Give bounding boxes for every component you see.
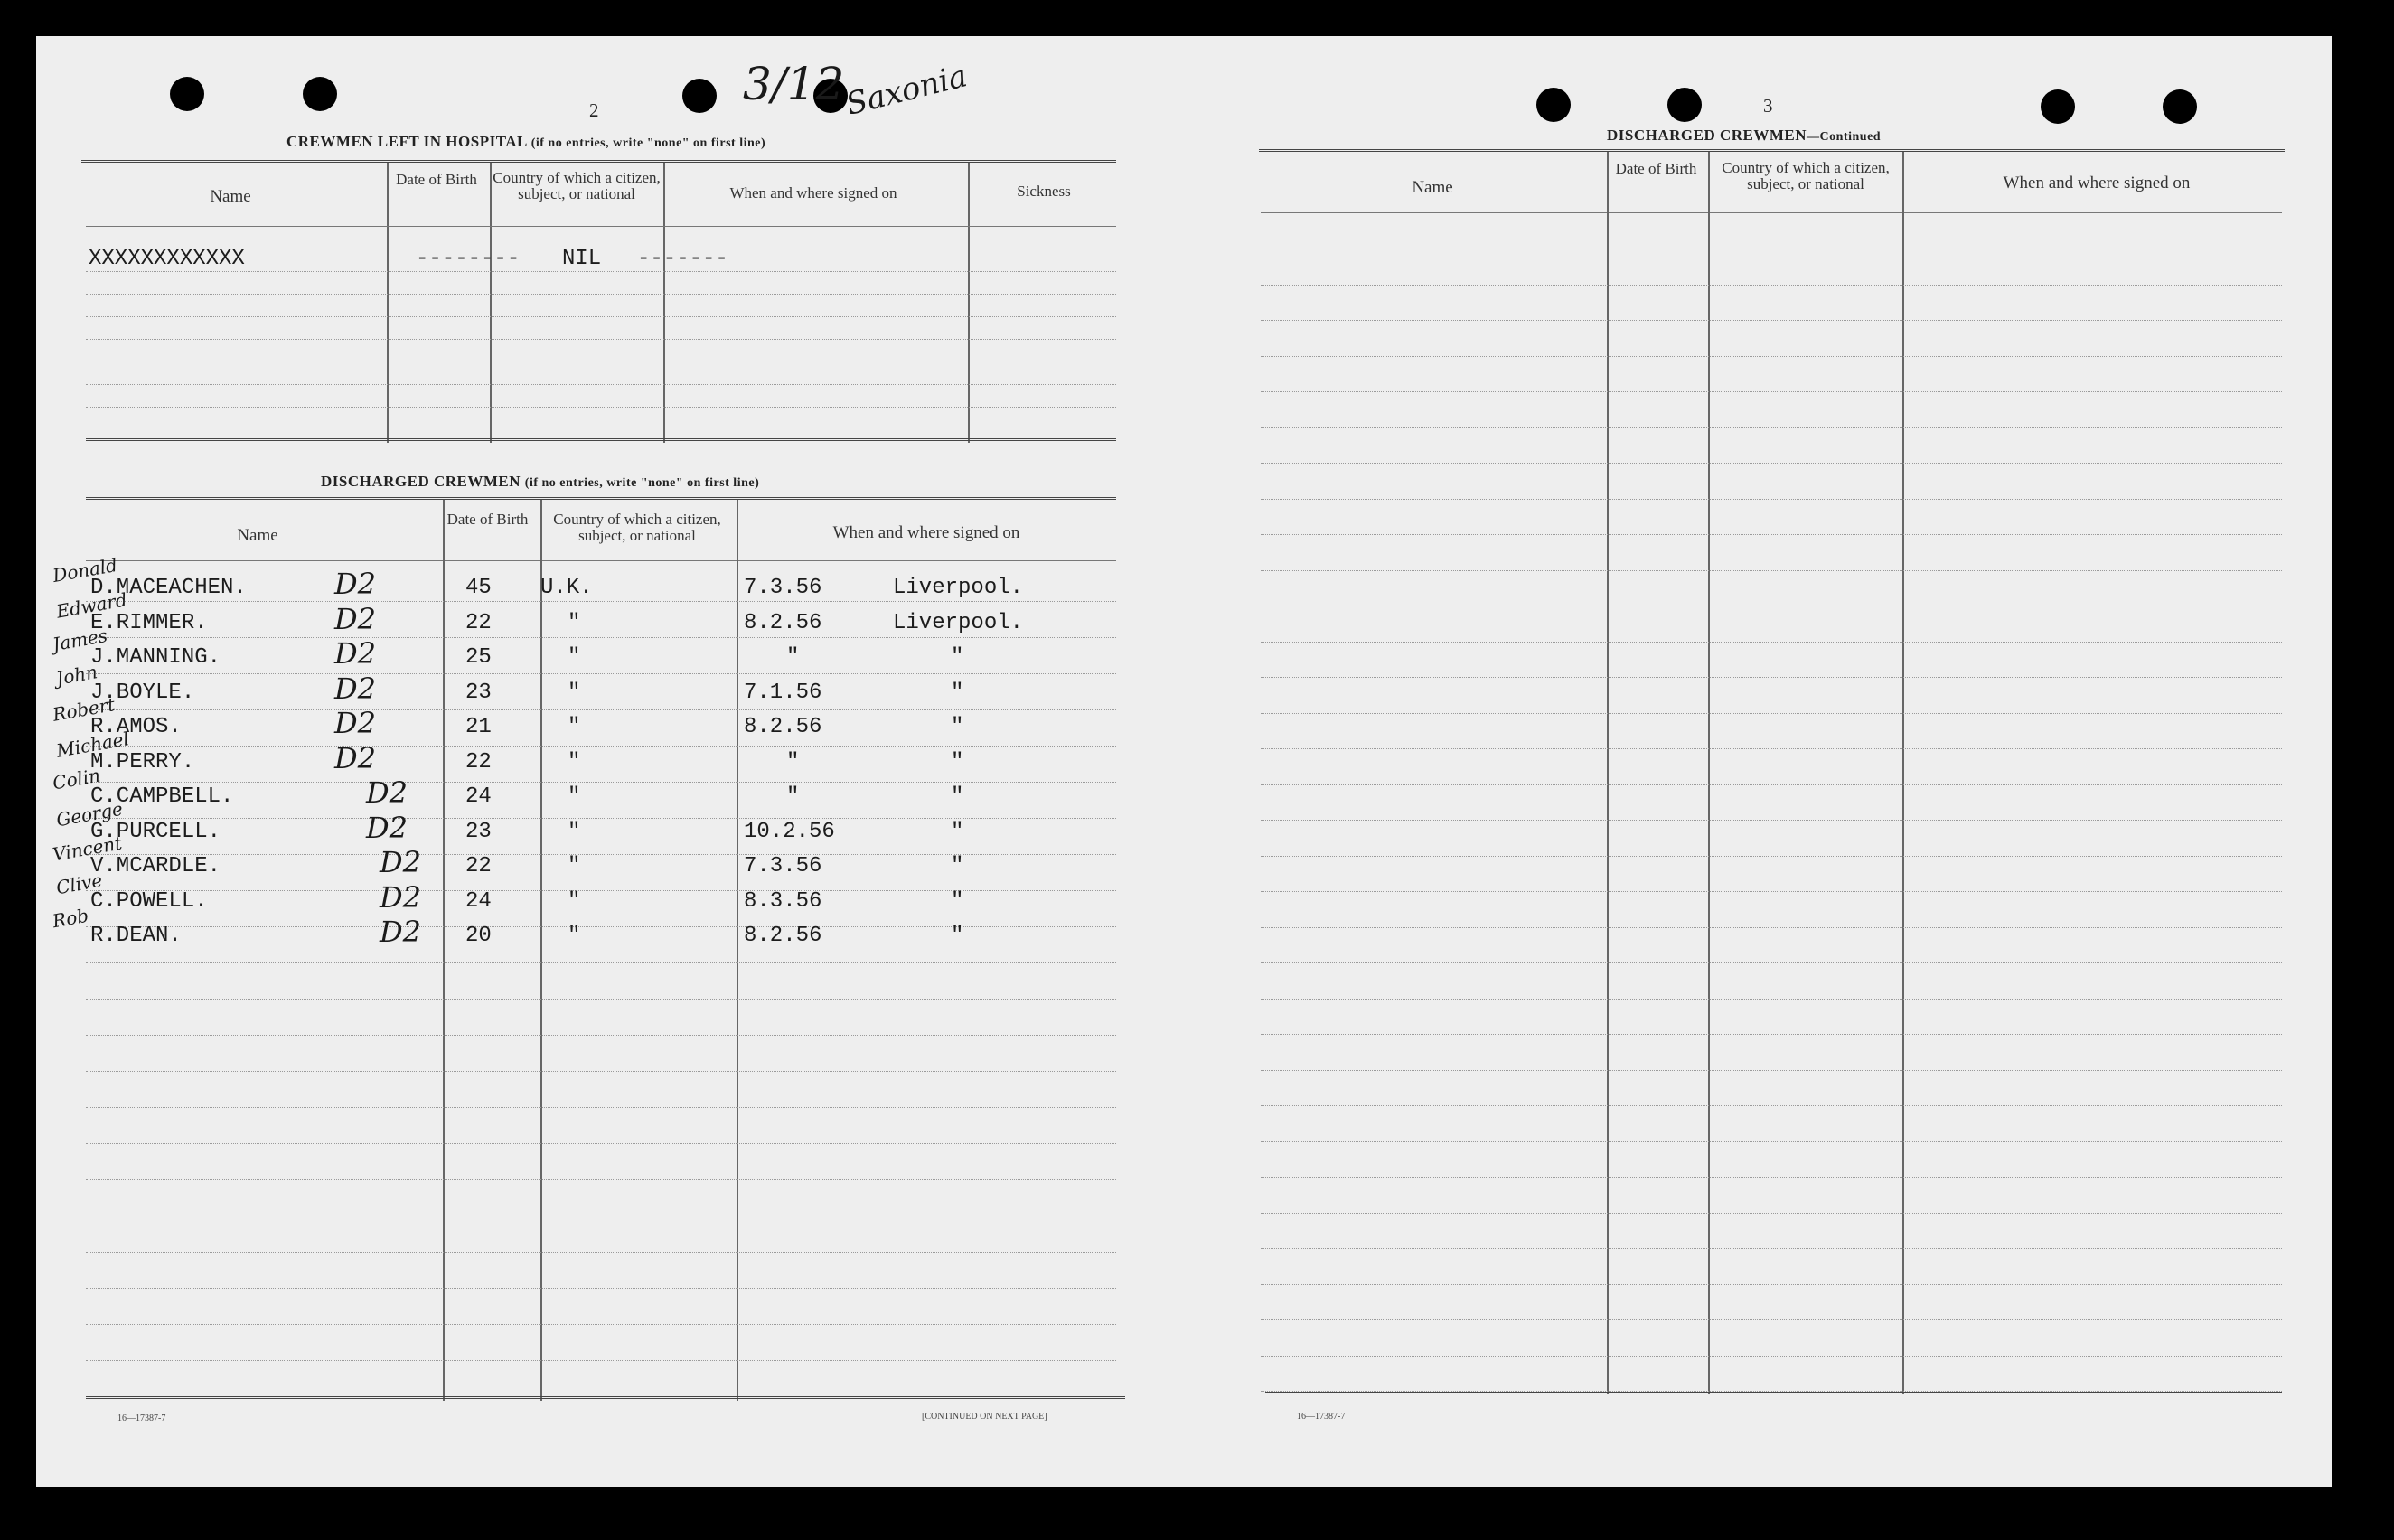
hospital-entry-dob: -------- [416,247,521,271]
rule [81,160,1116,163]
signed-date: 8.2.56 [744,610,822,635]
crew-country: U.K. [540,576,593,600]
crew-country: " [568,645,581,670]
crew-age: 24 [465,784,492,809]
rule [86,294,1116,295]
crew-name: V.MCARDLE. [90,854,221,878]
handwritten-first-name: Robert [51,693,117,726]
ruled-line [1261,391,2282,392]
handwritten-first-name: Clive [54,869,104,898]
discharge-mark: D2 [334,740,377,775]
signed-date: " [786,749,800,775]
column-rule [1708,152,1710,1394]
ruled-line [1261,1070,2282,1071]
rule [86,339,1116,340]
crew-age: 23 [465,680,492,705]
crew-age: 22 [465,749,492,775]
ruled-line [1261,1319,2282,1320]
rule [86,1396,1125,1399]
signed-place: " [951,715,964,739]
signed-place: " [951,645,964,670]
crew-name: R.AMOS. [90,715,182,739]
discharged-section-title: DISCHARGED CREWMEN (if no entries, write "none" on first line) [321,473,760,490]
handwritten-first-name: George [54,797,125,831]
signed-place: " [951,680,964,705]
crew-age: 20 [465,924,492,948]
document-sheet [36,36,2332,1487]
ruled-line [1261,642,2282,643]
hospital-section-title: CREWMEN LEFT IN HOSPITAL (if no entries, write "none" on first line) [286,133,766,150]
signed-date: 8.2.56 [744,715,822,739]
punch-hole [1667,88,1702,122]
signed-place: " [951,784,964,809]
crew-age: 22 [465,610,492,635]
ruled-line [1261,748,2282,749]
column-rule [540,500,542,1401]
crew-name: J.BOYLE. [90,680,195,705]
signed-date: 7.1.56 [744,680,822,705]
ruled-line [1261,1177,2282,1178]
ruled-line [1261,285,2282,286]
col-header-name: Name [237,526,278,545]
ruled-line [1261,356,2282,357]
crew-name: R.DEAN. [90,924,182,948]
crew-country: " [568,924,581,948]
crew-country: " [568,610,581,635]
crew-name: E.RIMMER. [90,610,208,635]
right-page-number: 3 [1763,95,1773,117]
discharge-mark: D2 [334,636,377,671]
crew-country: " [568,888,581,914]
rule [86,271,1116,272]
signed-date: 8.3.56 [744,888,822,914]
col-header-signed: When and where signed on [729,184,897,202]
signed-place: " [951,854,964,878]
rule [86,438,1116,441]
column-rule [737,500,738,1401]
rule [86,316,1116,317]
punch-hole [2041,89,2075,124]
col-header-dob: Date of Birth [446,511,529,528]
signed-date: " [786,784,800,809]
column-rule [387,163,389,443]
crew-age: 24 [465,888,492,914]
signed-place: " [951,924,964,948]
handwritten-first-name: Colin [51,764,102,794]
ruled-line [1261,1248,2282,1249]
crew-age: 23 [465,819,492,844]
ruled-line [1261,1034,2282,1035]
ruled-line [1261,499,2282,500]
continued-note: [CONTINUED ON NEXT PAGE] [922,1412,1047,1422]
signed-date: 7.3.56 [744,576,822,600]
signed-date: 8.2.56 [744,924,822,948]
rule [1261,212,2282,213]
crew-name: J.MANNING. [90,645,221,670]
handwritten-first-name: Edward [54,587,129,623]
col-header-signed: When and where signed on [832,523,1020,542]
discharge-mark: D2 [380,915,422,949]
ruled-line [1261,713,2282,714]
discharge-mark: D2 [334,601,377,636]
ruled-line [1261,677,2282,678]
handwritten-first-name: Vincent [51,831,124,866]
ruled-line [1261,570,2282,571]
rule [1259,149,2285,152]
form-code: 16—17387-7 [117,1413,166,1423]
ruled-line [1261,820,2282,821]
left-page-number: 2 [589,99,599,121]
punch-hole [1536,88,1571,122]
crew-age: 45 [465,576,492,600]
ruled-line [1261,891,2282,892]
ruled-line [1261,320,2282,321]
handwritten-first-name: James [51,624,109,656]
discharge-mark: D2 [380,879,422,915]
signed-date: 7.3.56 [744,854,822,878]
handwritten-first-name: Donald [51,553,119,587]
ruled-line [1261,856,2282,857]
signed-date: 10.2.56 [744,819,835,844]
crew-age: 25 [465,645,492,670]
col-header-dob: Date of Birth [1615,160,1697,177]
discharge-mark: D2 [334,671,377,706]
signed-place: Liverpool. [893,610,1024,635]
discharge-mark: D2 [334,567,377,601]
ruled-line [1261,1356,2282,1357]
crew-country: " [568,854,581,878]
column-rule [663,163,665,443]
col-header-name: Name [1412,178,1453,197]
rule [1265,1392,2282,1394]
punch-hole [2163,89,2197,124]
col-header-country: Country of which a citizen, subject, or national [1722,159,1890,192]
ruled-line [1261,1284,2282,1285]
punch-hole [170,77,204,111]
col-header-country: Country of which a citizen, subject, or national [493,169,661,202]
punch-hole [682,79,717,113]
crew-country: " [568,749,581,775]
rule [86,560,1116,561]
col-header-sickness: Sickness [1017,183,1071,200]
handwritten-first-name: Rob [51,904,90,933]
signed-place: " [951,888,964,914]
ruled-line [1261,1213,2282,1214]
crew-country: " [568,680,581,705]
column-rule [490,163,492,443]
crew-age: 21 [465,715,492,739]
crew-country: " [568,819,581,844]
discharge-mark: D2 [334,706,377,740]
discharge-mark: D2 [380,845,422,879]
ruled-line [1261,999,2282,1000]
hospital-entry-country: NIL [562,247,602,271]
handwritten-first-name: Michael [54,727,131,762]
handwritten-ship-name: Saxonia [842,58,972,123]
col-header-country: Country of which a citizen, subject, or national [553,511,721,544]
handwritten-first-name: John [54,660,99,690]
crew-name: G.PURCELL. [90,819,221,844]
col-header-name: Name [210,187,251,206]
crew-name: C.POWELL. [90,888,208,914]
hospital-entry-name: XXXXXXXXXXXX [89,247,245,271]
right-section-title: DISCHARGED CREWMEN—Continued [1607,127,1882,144]
column-rule [443,500,445,1401]
crew-name: D.MACEACHEN. [90,576,247,600]
column-rule [1902,152,1904,1394]
signed-date: " [786,645,800,670]
rule [86,226,1116,227]
crew-name: M.PERRY. [90,749,195,775]
ruled-line [1261,463,2282,464]
crew-country: " [568,784,581,809]
ruled-line [1261,534,2282,535]
ruled-line [1261,427,2282,428]
handwritten-note: 3/12 [743,58,845,110]
crew-age: 22 [465,854,492,878]
signed-place: " [951,819,964,844]
col-header-signed: When and where signed on [2003,174,2191,192]
ruled-line [1261,784,2282,785]
column-rule [968,163,970,443]
crew-country: " [568,715,581,739]
column-rule [1607,152,1609,1394]
discharge-mark: D2 [366,775,408,810]
signed-place: Liverpool. [893,576,1024,600]
rule [86,384,1116,385]
ruled-line [1261,1105,2282,1106]
rule [86,407,1116,408]
crew-name: C.CAMPBELL. [90,784,234,809]
signed-place: " [951,749,964,775]
rule [86,497,1116,500]
ruled-line [1261,1141,2282,1142]
form-code: 16—17387-7 [1297,1412,1346,1422]
punch-hole [303,77,337,111]
discharge-mark: D2 [366,810,408,845]
hospital-entry-signed: ------- [637,247,728,271]
col-header-dob: Date of Birth [396,171,477,188]
ruled-line [1261,927,2282,928]
